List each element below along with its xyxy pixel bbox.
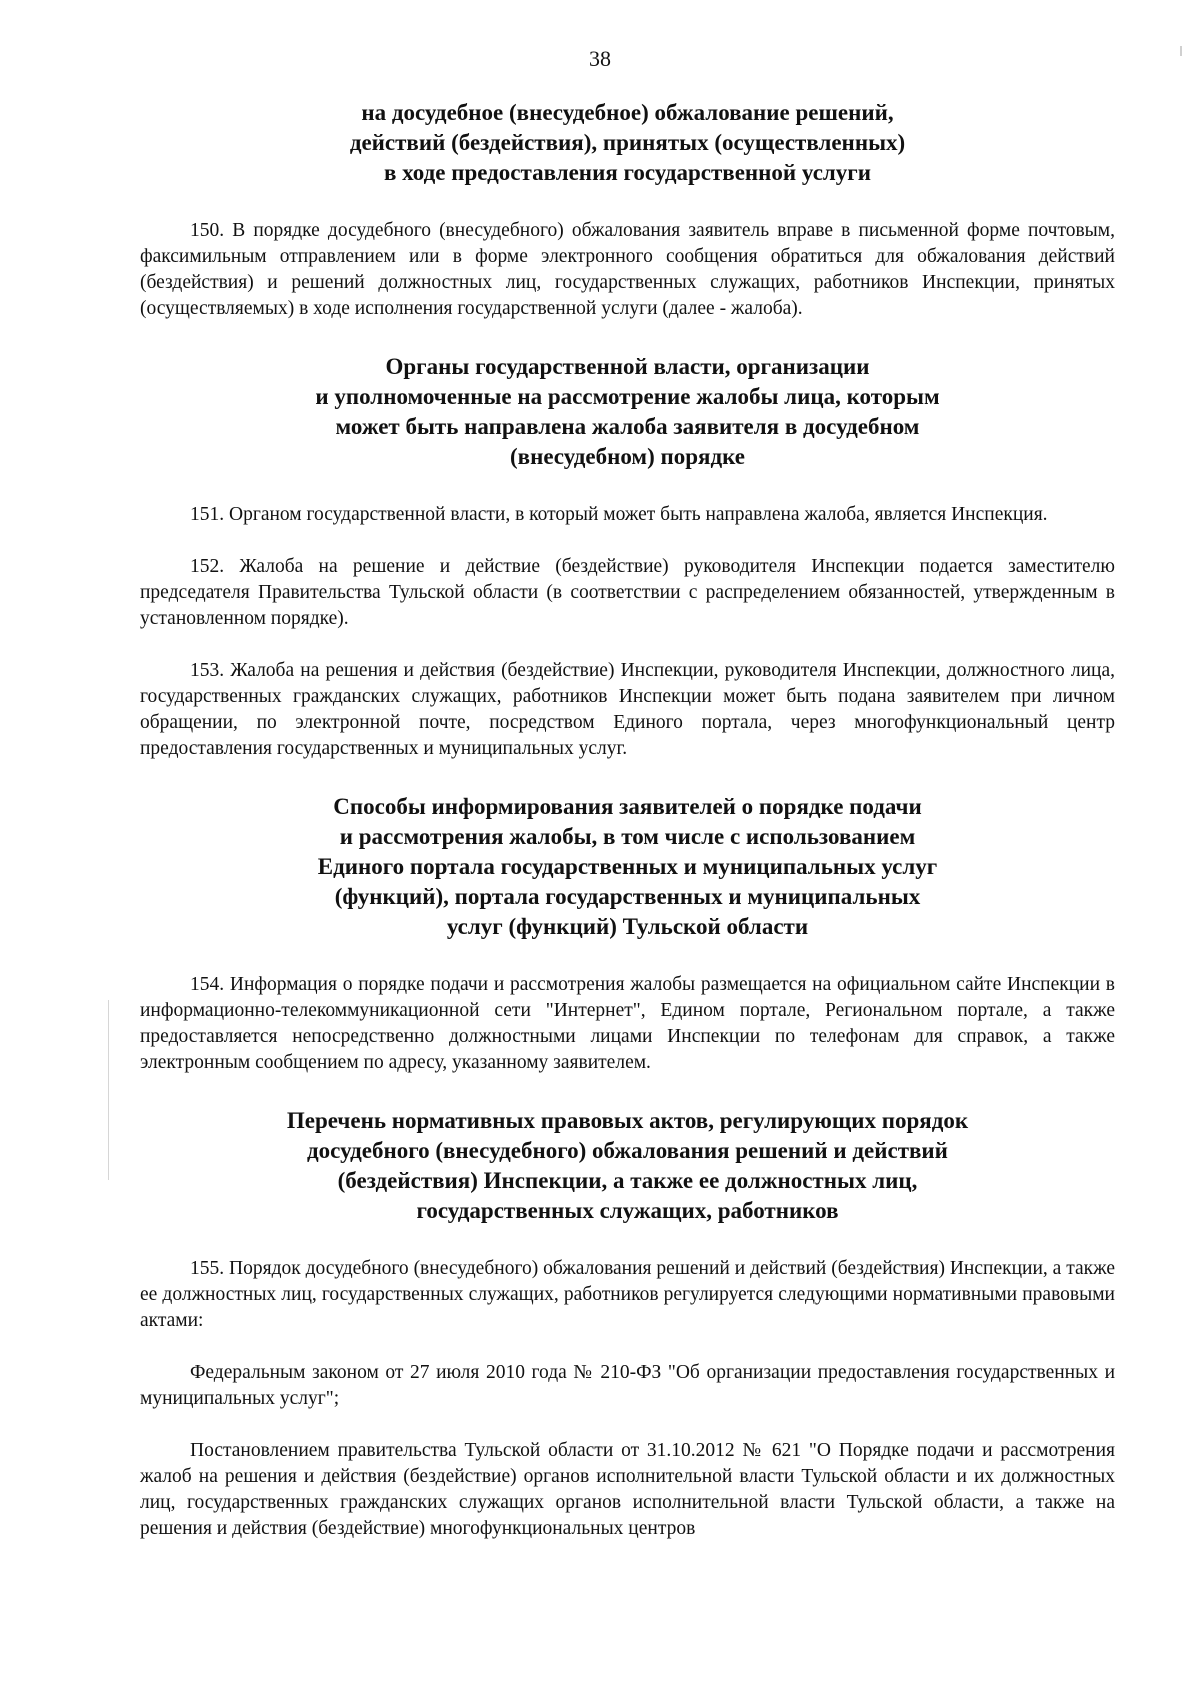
heading-line: действий (бездействия), принятых (осуществленных): [349, 130, 906, 155]
heading-line: услуг (функций) Тульской области: [446, 914, 809, 939]
heading-line: может быть направлена жалоба заявителя в досудебном: [335, 414, 920, 439]
page-number: 38: [589, 46, 611, 71]
section-heading-regulations: [140, 1106, 1115, 1226]
heading-line: в ходе предоставления государственной услуги: [383, 160, 872, 185]
heading-line: Единого портала государственных и муниципальных услуг: [317, 854, 938, 879]
paragraph-tula-resolution: Постановлением правительства Тульской области от 31.10.2012 № 621 "О Порядке подачи и рассмотрения жалоб на решения и действия (бездействие) органов исполнительной власти Тульской области и их должностных лиц, государственных гражданских служащих органов исполнительной власти Тульской области, а также на решения и действия (бездействие) многофункциональных центров: [140, 1440, 1115, 1539]
heading-line: Перечень нормативных правовых актов, регулирующих порядок: [286, 1108, 969, 1133]
paragraph-150: 150. В порядке досудебного (внесудебного) обжалования заявитель вправе в письменной форме почтовым, факсимильным отправлением или в форме электронного сообщения обратиться для обжалования действий (бездействия) и решений должностных лиц, государственных служащих, работников Инспекции, принятых (осуществляемых) в ходе исполнения государственной услуги (далее - жалоба).: [140, 220, 1115, 319]
heading-line: (бездействия) Инспекции, а также ее должностных лиц,: [337, 1168, 918, 1193]
paragraph-155: 155. Порядок досудебного (внесудебного) обжалования решений и действий (бездействия) Инспекции, а также ее должностных лиц, государственных служащих, работников регулируется следующими нормативными правовыми актами:: [140, 1258, 1115, 1331]
heading-line: Способы информирования заявителей о порядке подачи: [333, 794, 922, 819]
section-heading-informing: [140, 792, 1115, 942]
heading-line: государственных служащих, работников: [416, 1198, 839, 1223]
paragraph-federal-law: Федеральным законом от 27 июля 2010 года № 210-ФЗ "Об организации предоставления государственных и муниципальных услуг";: [140, 1362, 1115, 1409]
heading-line: на досудебное (внесудебное) обжалование решений,: [361, 100, 894, 125]
heading-line: и рассмотрения жалобы, в том числе с использованием: [339, 824, 916, 849]
heading-line: и уполномоченные на рассмотрение жалобы лица, которым: [315, 384, 940, 409]
heading-line: досудебного (внесудебного) обжалования решений и действий: [307, 1138, 948, 1163]
document-body: [140, 98, 1115, 1542]
heading-line: (внесудебном) порядке: [509, 444, 746, 469]
paragraph-154: 154. Информация о порядке подачи и рассмотрения жалобы размещается на официальном сайте Инспекции в информационно-телекоммуникационной сети "Интернет", Едином портале, Региональном портале, а также предоставляется непосредственно должностными лицами Инспекции по телефонам для справок, а также электронным сообщением по адресу, указанному заявителем.: [140, 974, 1115, 1073]
section-heading-authorities: [140, 352, 1115, 472]
paragraph-152: 152. Жалоба на решение и действие (бездействие) руководителя Инспекции подается заместителю председателя Правительства Тульской области (в соответствии с распределением обязанностей, утвержденным в установленном порядке).: [140, 556, 1115, 629]
section-heading-appeal-right: [140, 98, 1115, 188]
heading-line: (функций), портала государственных и муниципальных: [334, 884, 921, 909]
heading-line: Органы государственной власти, организации: [385, 354, 870, 379]
paragraph-153: 153. Жалоба на решения и действия (бездействие) Инспекции, руководителя Инспекции, должностного лица, государственных гражданских служащих, работников Инспекции может быть подана заявителем при личном обращении, по электронной почте, посредством Единого портала, через многофункциональный центр предоставления государственных и муниципальных услуг.: [140, 660, 1115, 759]
paragraph-151: 151. Органом государственной власти, в который может быть направлена жалоба, является Инспекция.: [190, 504, 1048, 525]
margin-line: [108, 1000, 109, 1180]
